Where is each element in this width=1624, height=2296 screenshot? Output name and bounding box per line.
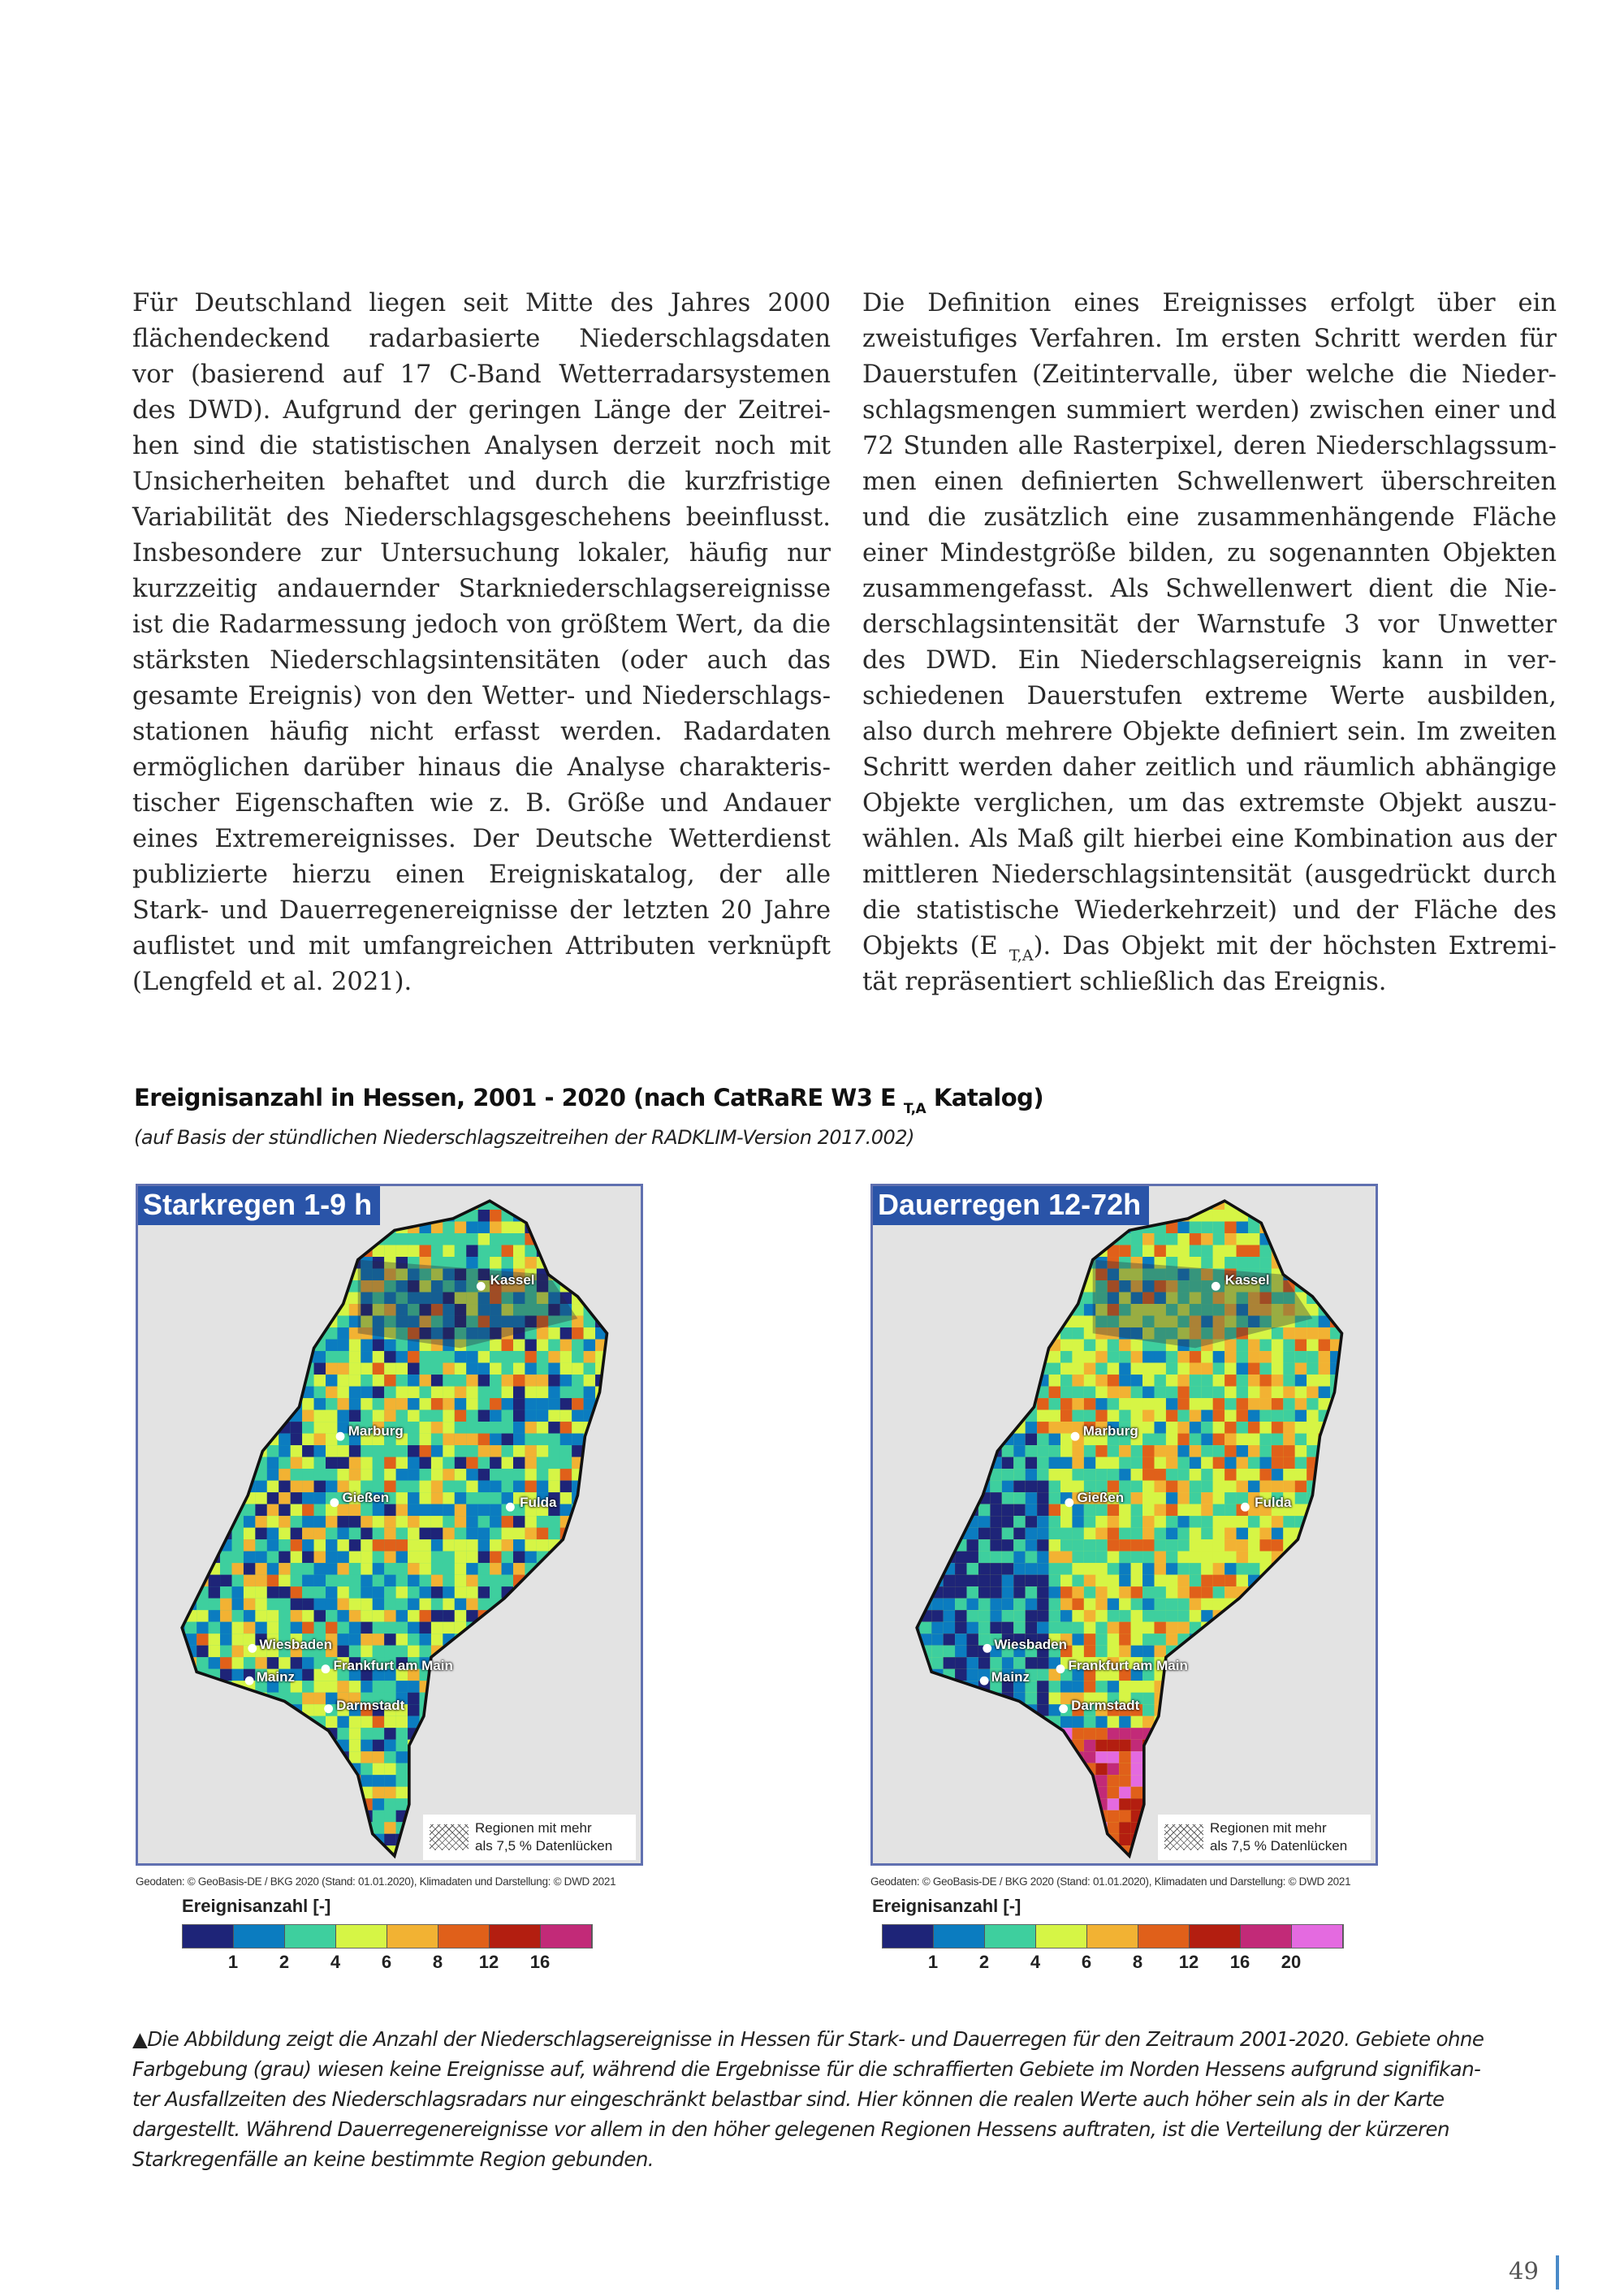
figure-caption (132, 2024, 1561, 2174)
colorbar-swatch (490, 1925, 541, 1948)
colorbar-swatch (1138, 1925, 1190, 1948)
caption-text: Starkregenfälle an keine bestimmte Region gebunden. (132, 2147, 654, 2171)
map-title: Dauerregen 12-72h (873, 1186, 1149, 1225)
city-marker-icon (248, 1644, 257, 1653)
text-line: ermöglichen darüber hinaus die Analyse charakteris- (132, 753, 831, 782)
hatch-legend-line: als 7,5 % Datenlücken (1210, 1838, 1348, 1854)
city-label: Frankfurt am Main (333, 1657, 453, 1673)
colorbar-swatch (234, 1925, 285, 1948)
city-label: Gießen (342, 1490, 390, 1506)
colorbar-swatch (1241, 1925, 1292, 1948)
map-title: Starkregen 1-9 h (138, 1186, 380, 1225)
text-line: 72 Stunden alle Rasterpixel, deren Niederschlagssum- (862, 432, 1557, 460)
city-marker-icon (336, 1432, 345, 1441)
colorbar-tick-label: 1 (927, 1952, 939, 1972)
colorbar-swatch (1036, 1925, 1087, 1948)
caption-line (132, 2144, 1561, 2174)
text-line: Unsicherheiten behaftet und durch die kurzfristige (132, 468, 831, 496)
text-line: mittleren Niederschlagsintensität (ausgedrückt durch (862, 861, 1557, 889)
figure-title-subscript: T,A (903, 1101, 926, 1117)
text-line: eines Extremereignisses. Der Deutsche Wetterdienst (132, 825, 831, 853)
text-line-with-subscript (862, 929, 1557, 965)
colorbar-tick-label: 6 (381, 1952, 392, 1972)
colorbar-tick-label: 20 (1281, 1952, 1302, 1972)
city-label: Kassel (1224, 1271, 1270, 1288)
hatch-pattern-icon (1164, 1824, 1203, 1850)
legend-title-left: Ereignisanzahl [-] (182, 1896, 331, 1916)
text-line: vor (basierend auf 17 C-Band Wetterradarsystemen (132, 360, 831, 389)
text-line: derschlagsintensität der Warnstufe 3 vor Unwetter (862, 611, 1557, 639)
city-label: Marburg (1082, 1423, 1138, 1439)
figure-subtitle: (auf Basis der stündlichen Niederschlagszeitreihen der RADKLIM-Version 2017.002) (134, 1126, 914, 1149)
caption-text: Farbgebung (grau) wiesen keine Ereignisse auf, während die Ergebnisse für die schraffierten Gebiete im Norden Hessens aufgrund signifikan- (132, 2057, 1481, 2081)
figure-title (134, 1084, 1044, 1117)
colorbar-left (182, 1924, 593, 1949)
colorbar-swatch (336, 1925, 387, 1948)
colorbar-swatch (883, 1925, 934, 1948)
city-marker-icon (1241, 1503, 1250, 1512)
city-label: Marburg (348, 1423, 404, 1439)
hatch-legend-line: Regionen mit mehr (475, 1820, 592, 1836)
geodata-credit-right: Geodaten: © GeoBasis-DE / BKG 2020 (Stand: 01.01.2020), Klimadaten und Darstellung: © DWD 2021 (870, 1875, 1351, 1888)
text-line: flächendeckend radarbasierte Niederschlagsdaten (132, 325, 831, 353)
city-marker-icon (1212, 1282, 1220, 1291)
figure-title-text-end: Katalog) (926, 1084, 1044, 1111)
city-label: Fulda (1255, 1494, 1292, 1510)
colorbar-swatch (183, 1925, 234, 1948)
text-line: zusammengefasst. Als Schwellenwert dient die Nie- (862, 575, 1557, 603)
text-line: des DWD. Ein Niederschlagsereignis kann in ver- (862, 646, 1557, 675)
hessen-map-graphic (873, 1186, 1376, 1863)
colorbar-tick-label: 16 (1229, 1952, 1250, 1972)
colorbar-swatch (934, 1925, 985, 1948)
colorbar-tick-label: 12 (1178, 1952, 1199, 1972)
text-line: stationen häufig nicht erfasst werden. Radardaten (132, 718, 831, 746)
text-line: Für Deutschland liegen seit Mitte des Jahres 2000 (132, 289, 831, 317)
caption-marker-icon: ▲ (132, 2027, 148, 2051)
colorbar-swatch (1190, 1925, 1241, 1948)
colorbar-swatch (1292, 1925, 1343, 1948)
text-line: schiedenen Dauerstufen extreme Werte ausbilden, (862, 682, 1557, 710)
subscript: T,A (1009, 947, 1034, 965)
text-line: Die Definition eines Ereignisses erfolgt über ein (862, 289, 1557, 317)
hatch-pattern-icon (430, 1824, 469, 1850)
text-line: tät repräsentiert schließlich das Ereignis. (862, 968, 1387, 996)
city-label: Darmstadt (336, 1698, 405, 1713)
city-marker-icon (1071, 1432, 1080, 1441)
city-label: Mainz (256, 1669, 295, 1685)
text-line: einer Mindestgröße bilden, zu sogenannten Objekten (862, 539, 1557, 568)
text-line: Stark- und Dauerregenereignisse der letzten 20 Jahre (132, 896, 831, 925)
text-line: hen sind die statistischen Analysen derzeit noch mit (132, 432, 831, 460)
city-label: Kassel (490, 1271, 535, 1288)
text-line: Objekte verglichen, um das extremste Objekt auszu- (862, 789, 1557, 818)
caption-line (132, 2024, 1561, 2054)
page-number: 49 (1509, 2257, 1539, 2285)
colorbar-tick-label: 4 (330, 1952, 341, 1972)
page-number-bar (1556, 2255, 1559, 2290)
text-line: auflistet und mit umfangreichen Attributen verknüpft (132, 932, 831, 960)
caption-text: Die Abbildung zeigt die Anzahl der Niederschlagsereignisse in Hessen für Stark- und Dauerregen für den Zeitraum 2001-2020. Gebiete ohne (147, 2027, 1484, 2051)
text-line: gesamte Ereignis) von den Wetter- und Niederschlags- (132, 682, 831, 710)
caption-line (132, 2054, 1561, 2084)
city-marker-icon (322, 1664, 330, 1673)
text-line: ist die Radarmessung jedoch von größtem Wert, da die (132, 611, 831, 639)
colorbar-right (882, 1924, 1344, 1949)
city-marker-icon (477, 1282, 486, 1291)
city-label: Wiesbaden (994, 1637, 1067, 1653)
caption-text: ter Ausfallzeiten des Niederschlagsradars nur eingeschränkt belastbar sind. Hier können die realen Werte auch höher sein als in der Karte (132, 2087, 1445, 2111)
city-marker-icon (1059, 1704, 1068, 1713)
text-line: die statistische Wiederkehrzeit) und der Fläche des (862, 896, 1557, 925)
colorbar-tick-label: 1 (227, 1952, 239, 1972)
city-label: Fulda (520, 1494, 557, 1510)
city-label: Mainz (991, 1669, 1030, 1685)
text-line: also durch mehrere Objekte definiert sein. Im zweiten (862, 718, 1557, 746)
text-line: wählen. Als Maß gilt hierbei eine Kombination aus der (862, 825, 1557, 853)
text-line: schlagsmengen summiert werden) zwischen einer und (862, 396, 1557, 425)
colorbar-tick-label: 6 (1081, 1952, 1092, 1972)
figure-title-text: Ereignisanzahl in Hessen, 2001 - 2020 (nach CatRaRE W3 E (134, 1084, 904, 1111)
text-line: und die zusätzlich eine zusammenhängende Fläche (862, 503, 1557, 532)
map-starkregen (136, 1184, 643, 1866)
colorbar-swatch (985, 1925, 1036, 1948)
colorbar-swatch (387, 1925, 438, 1948)
text-line: kurzzeitig andauernder Starkniederschlagsereignisse (132, 575, 831, 603)
city-marker-icon (245, 1677, 254, 1685)
city-marker-icon (324, 1704, 333, 1713)
city-marker-icon (330, 1498, 339, 1507)
city-label: Wiesbaden (259, 1637, 332, 1653)
hatch-legend (423, 1815, 636, 1860)
colorbar-tick-label: 8 (1132, 1952, 1143, 1972)
city-label: Gießen (1077, 1490, 1125, 1506)
text-fragment: ). Das Objekt mit der höchsten Extremi- (1033, 932, 1557, 960)
text-fragment: Objekts (E (862, 932, 1009, 960)
colorbar-tick-label: 12 (478, 1952, 499, 1972)
colorbar-tick-label: 2 (279, 1952, 290, 1972)
text-line: publizierte hierzu einen Ereigniskatalog, der alle (132, 861, 831, 889)
colorbar-tick-label: 8 (432, 1952, 443, 1972)
text-line: Schritt werden daher zeitlich und räumlich abhängige (862, 753, 1557, 782)
colorbar-swatch (438, 1925, 490, 1948)
text-line: des DWD). Aufgrund der geringen Länge der Zeitrei- (132, 396, 831, 425)
city-marker-icon (1056, 1664, 1065, 1673)
map-dauerregen (870, 1184, 1378, 1866)
city-label: Frankfurt am Main (1068, 1657, 1188, 1673)
body-text-left-column (132, 286, 831, 1000)
hatch-legend-line: als 7,5 % Datenlücken (475, 1838, 613, 1854)
city-marker-icon (506, 1503, 515, 1512)
geodata-credit-left: Geodaten: © GeoBasis-DE / BKG 2020 (Stand: 01.01.2020), Klimadaten und Darstellung: © DWD 2021 (136, 1875, 616, 1888)
colorbar-tick-label: 2 (978, 1952, 990, 1972)
caption-line (132, 2084, 1561, 2114)
legend-title-right: Ereignisanzahl [-] (872, 1896, 1021, 1916)
text-line: zweistufiges Verfahren. Im ersten Schritt werden für (862, 325, 1557, 353)
hatch-legend (1158, 1815, 1371, 1860)
text-line: tischer Eigenschaften wie z. B. Größe und Andauer (132, 789, 831, 818)
hessen-map-graphic (138, 1186, 641, 1863)
text-line: stärksten Niederschlagsintensitäten (oder auch das (132, 646, 831, 675)
body-text-right-column (862, 286, 1557, 1000)
colorbar-swatch (285, 1925, 336, 1948)
colorbar-swatch (541, 1925, 592, 1948)
colorbar-swatch (1087, 1925, 1138, 1948)
city-marker-icon (980, 1677, 989, 1685)
city-marker-icon (1065, 1498, 1073, 1507)
text-line: Dauerstufen (Zeitintervalle, über welche die Nieder- (862, 360, 1557, 389)
colorbar-tick-label: 4 (1030, 1952, 1041, 1972)
city-marker-icon (983, 1644, 991, 1653)
text-line: Insbesondere zur Untersuchung lokaler, häufig nur (132, 539, 831, 568)
city-label: Darmstadt (1071, 1698, 1140, 1713)
caption-text: dargestellt. Während Dauerregenereignisse vor allem in den höher gelegenen Regionen Hessens auftraten, ist die Verteilung der kürzeren (132, 2117, 1449, 2141)
colorbar-tick-label: 16 (529, 1952, 551, 1972)
text-line: men einen definierten Schwellenwert überschreiten (862, 468, 1557, 496)
caption-line (132, 2114, 1561, 2144)
text-line: Variabilität des Niederschlagsgeschehens beeinflusst. (132, 503, 831, 532)
text-line: (Lengfeld et al. 2021). (132, 968, 412, 996)
hatch-legend-line: Regionen mit mehr (1210, 1820, 1327, 1836)
